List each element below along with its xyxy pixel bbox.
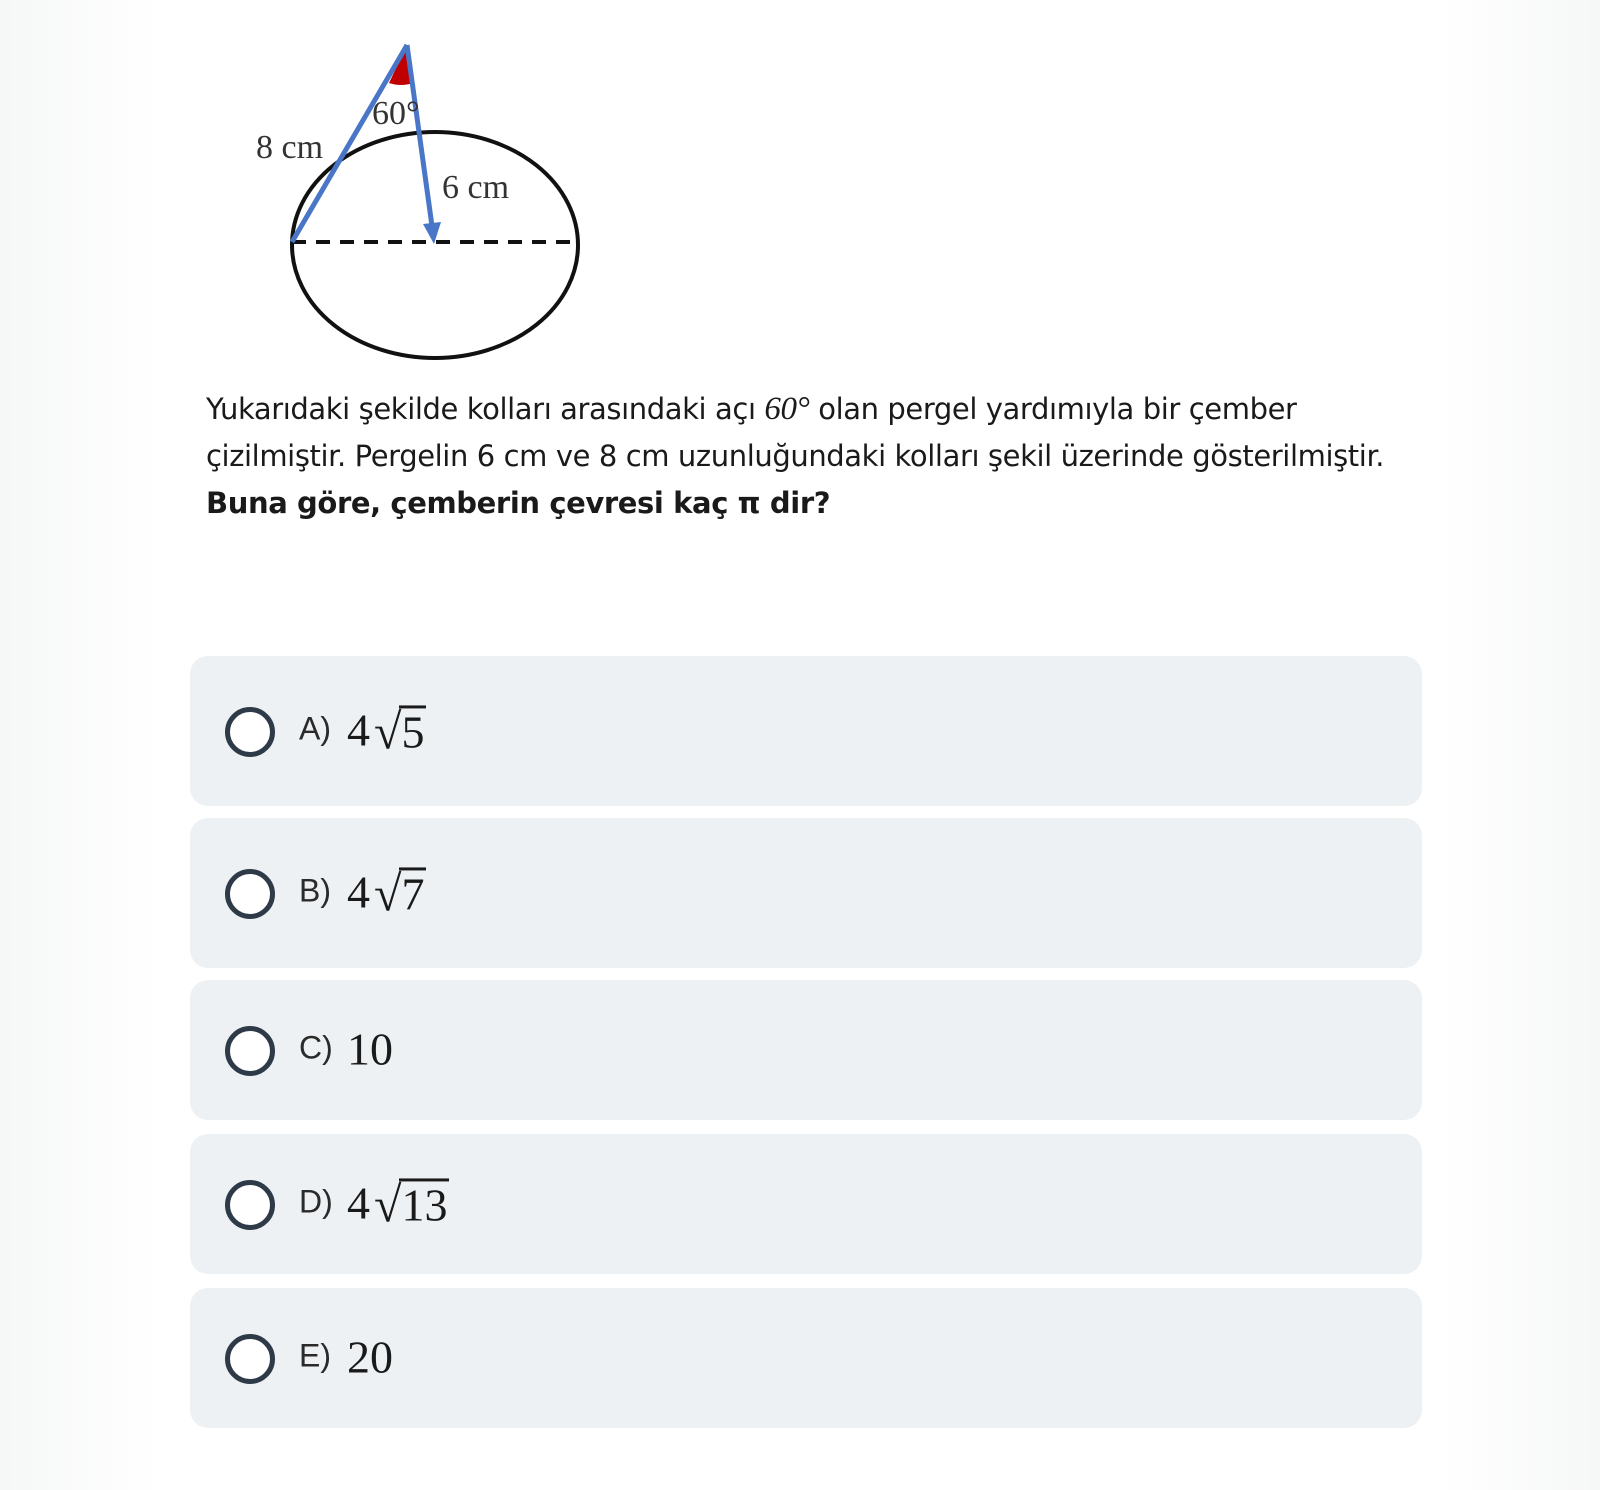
option-e[interactable]: [190, 1288, 1422, 1428]
square-root-icon: √: [374, 1176, 402, 1233]
option-value: [347, 703, 426, 760]
long-arm-label: 8 cm: [256, 129, 324, 166]
radio-button-icon[interactable]: [225, 1180, 275, 1230]
option-value: [347, 865, 426, 922]
option-plain-value: 20: [347, 1331, 393, 1383]
option-letter: D): [299, 1183, 333, 1220]
figure-svg: [250, 30, 610, 370]
option-value: [347, 1022, 393, 1075]
option-letter: B): [299, 872, 331, 909]
option-coefficient: 4: [347, 704, 370, 756]
option-letter: C): [299, 1029, 333, 1066]
radio-button-icon[interactable]: [225, 1334, 275, 1384]
option-radicand: 13: [401, 1179, 448, 1231]
question-text-part1: Yukarıdaki şekilde kolları arasındaki açı: [206, 392, 765, 426]
option-a[interactable]: [190, 656, 1422, 806]
option-b[interactable]: [190, 818, 1422, 968]
option-d[interactable]: [190, 1134, 1422, 1274]
square-root-icon: √: [374, 703, 402, 760]
question-text-part2: olan pergel yardımıyla bir çember çizilmiştir. Pergelin 6 cm ve 8 cm uzunluğundaki kolları şekil üzerinde gösterilmiştir.: [206, 392, 1385, 473]
radio-button-icon[interactable]: [225, 1026, 275, 1076]
option-letter: E): [299, 1337, 331, 1374]
question-text: [206, 386, 1406, 527]
answer-options: [190, 656, 1422, 1440]
question-card: [190, 0, 1422, 640]
option-radicand: 7: [401, 868, 425, 920]
short-arm-label: 6 cm: [442, 169, 510, 206]
option-radicand: 5: [401, 706, 425, 758]
radio-button-icon[interactable]: [225, 869, 275, 919]
question-prompt: Buna göre, çemberin çevresi kaç π dir?: [206, 486, 831, 520]
option-plain-value: 10: [347, 1023, 393, 1075]
option-letter: A): [299, 710, 331, 747]
option-value: [347, 1330, 393, 1383]
option-coefficient: 4: [347, 1177, 370, 1229]
square-root-icon: √: [374, 865, 402, 922]
option-coefficient: 4: [347, 866, 370, 918]
angle-label: 60°: [372, 95, 420, 132]
question-angle: 60°: [764, 391, 810, 427]
compass-circle-figure: [250, 30, 610, 370]
option-c[interactable]: [190, 980, 1422, 1120]
option-value: [347, 1176, 449, 1233]
radio-button-icon[interactable]: [225, 707, 275, 757]
